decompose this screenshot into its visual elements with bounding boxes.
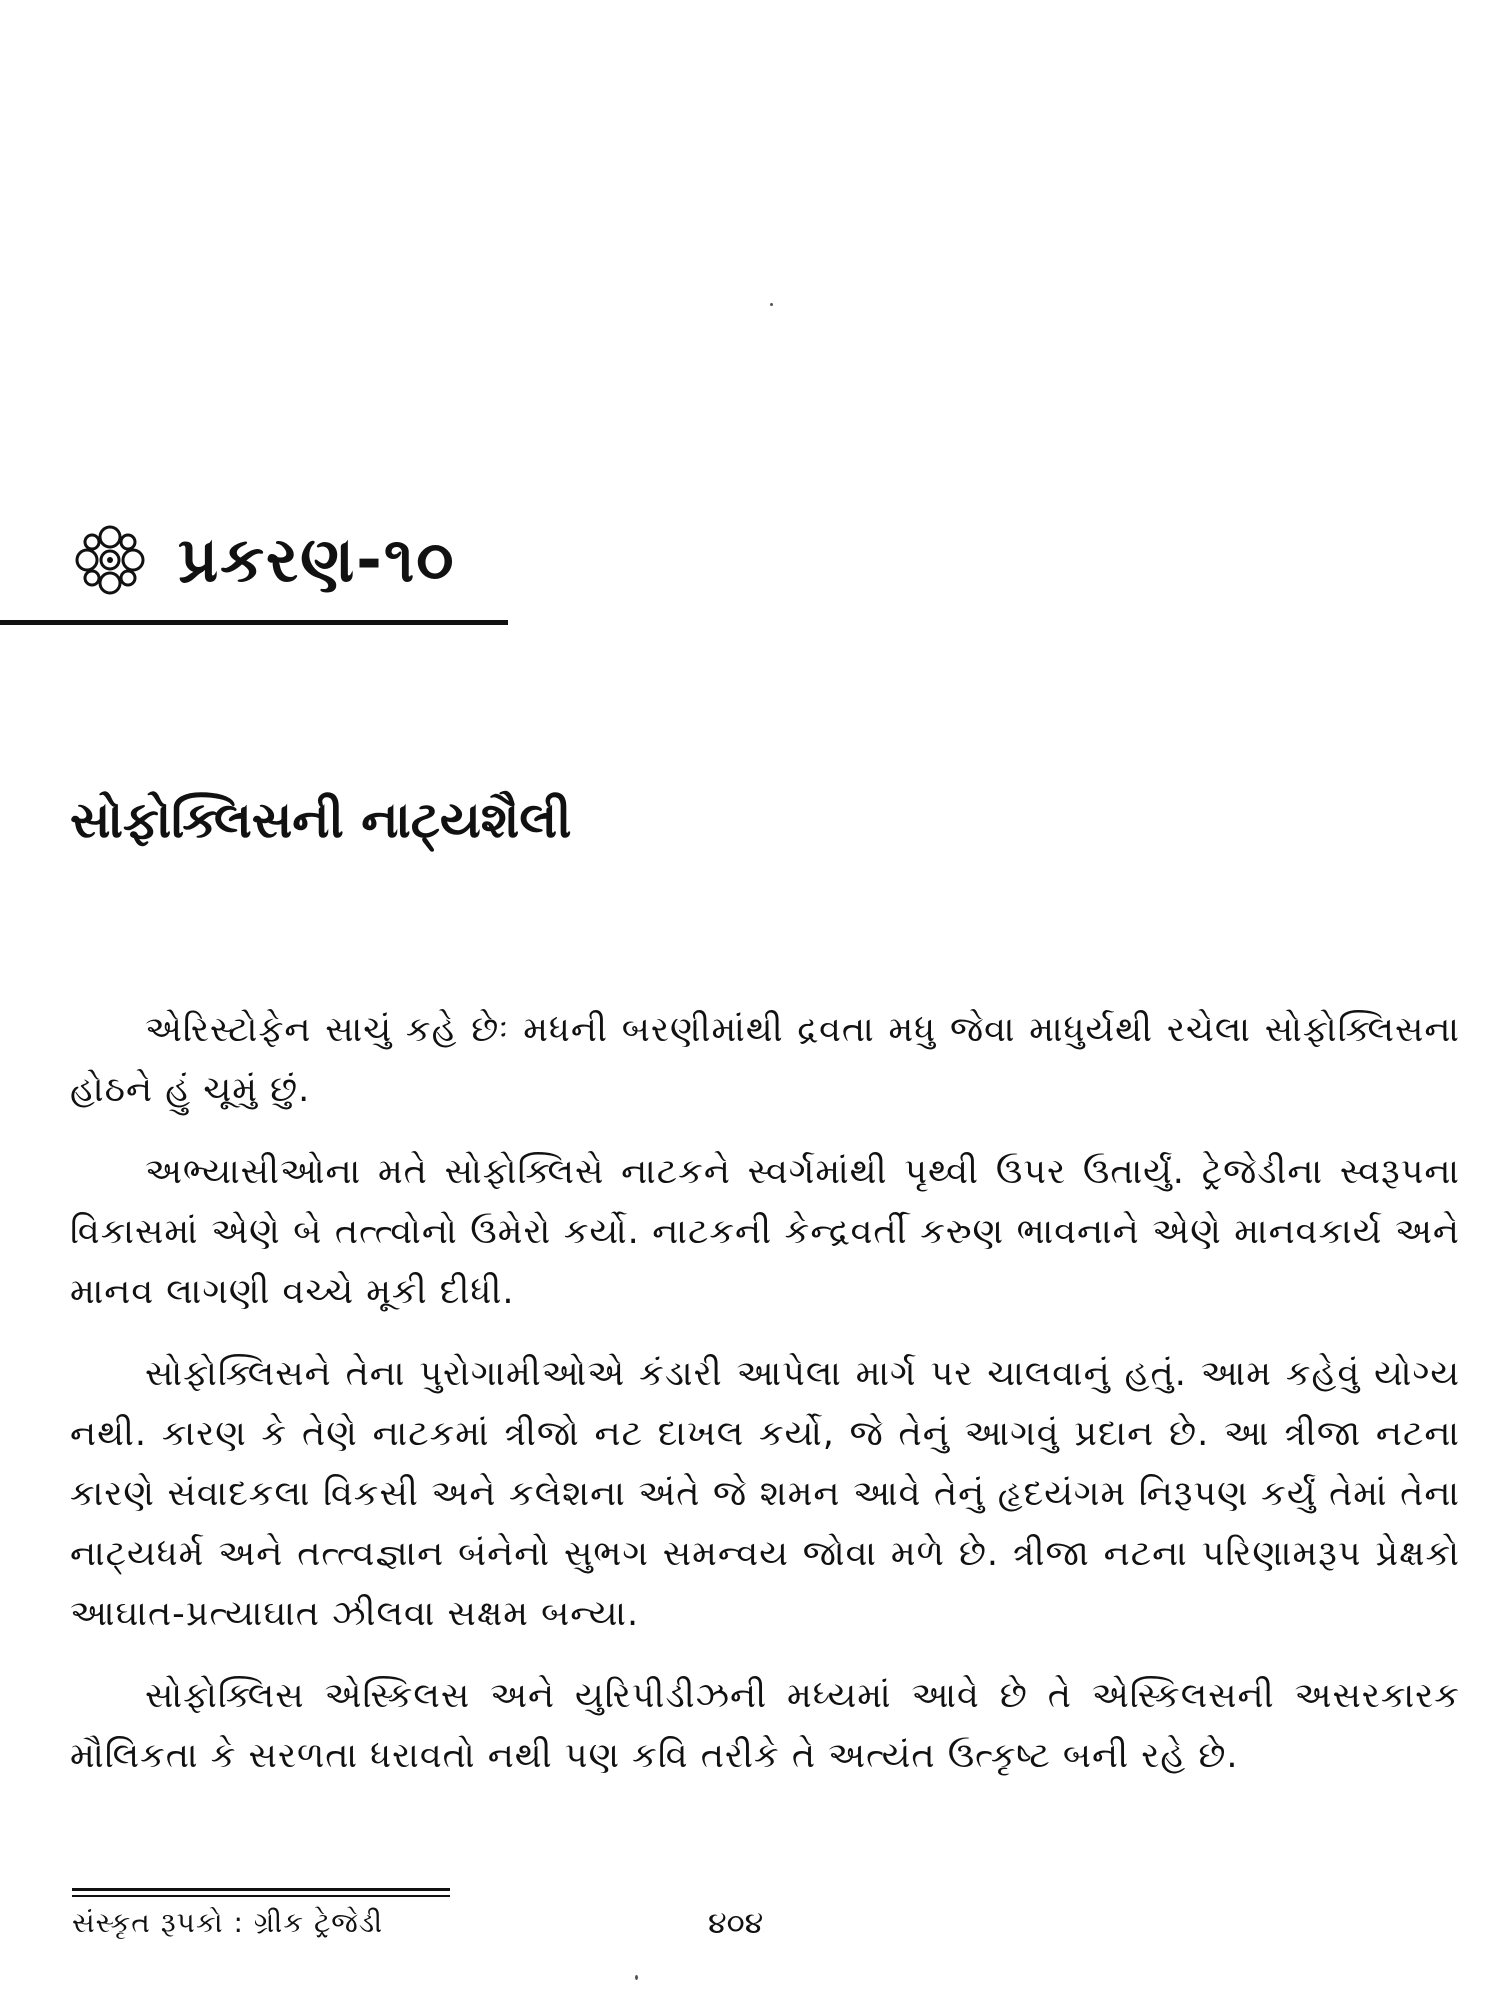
body-text bbox=[70, 1000, 1460, 1808]
chapter-title: પ્રકરણ-૧૦ bbox=[178, 523, 456, 596]
section-title: સોફોક્લિસની નાટ્યશૈલી bbox=[70, 791, 572, 849]
page-number: ૪૦૪ bbox=[708, 1906, 764, 1941]
running-footer-title: સંસ્કૃત રૂપકો : ગ્રીક ટ્રેજેડી bbox=[72, 1906, 384, 1939]
scan-speck bbox=[770, 303, 773, 306]
paragraph-1: એરિસ્ટોફેન સાચું કહે છેઃ મધની બરણીમાંથી દ્રવતા મધુ જેવા માધુર્યથી રચેલા સોફોક્લિસના હોઠને હું ચૂમું છું. bbox=[70, 1010, 1460, 1110]
chapter-heading bbox=[70, 520, 456, 600]
footer-divider-bottom bbox=[72, 1895, 450, 1897]
paragraph-3: સોફોક્લિસને તેના પુરોગામીઓએ કંડારી આપેલા માર્ગ પર ચાલવાનું હતું. આમ કહેવું યોગ્ય નથી. કારણ કે તેણે નાટકમાં ત્રીજો નટ દાખલ કર્યો, જે તેનું આગવું પ્રદાન છે. આ ત્રીજા નટના કારણે સંવાદકલા વિકસી અને કલેશના અંતે જે શમન આવે તેનું હૃદયંગમ નિરૂપણ કર્યું તેમાં તેના નાટ્યધર્મ અને તત્ત્વજ્ઞાન બંનેનો સુભગ સમન્વય જોવા મળે છે. ત્રીજા નટના પરિણામરૂપ પ્રેક્ષકો આઘાત-પ્રત્યાઘાત ઝીલવા સક્ષમ બન્યા. bbox=[70, 1354, 1460, 1634]
scan-speck bbox=[635, 1975, 638, 1980]
paragraph-4: સોફોક્લિસ એસ્કિલસ અને યુરિપીડીઝની મધ્યમાં આવે છે તે એસ્કિલસની અસરકારક મૌલિકતા કે સરળતા ધરાવતો નથી પણ કવિ તરીકે તે અત્યંત ઉત્કૃષ્ટ બની રહે છે. bbox=[70, 1676, 1460, 1776]
floral-ornament-icon bbox=[70, 520, 150, 600]
footer-divider-top bbox=[72, 1888, 450, 1891]
chapter-divider bbox=[0, 620, 508, 625]
paragraph-2: અભ્યાસીઓના મતે સોફોક્લિસે નાટકને સ્વર્ગમાંથી પૃથ્વી ઉપર ઉતાર્યું. ટ્રેજેડીના સ્વરૂપના વિકાસમાં એણે બે તત્ત્વોનો ઉમેરો કર્યો. નાટકની કેન્દ્રવર્તી કરુણ ભાવનાને એણે માનવકાર્ય અને માનવ લાગણી વચ્ચે મૂકી દીધી. bbox=[70, 1152, 1460, 1312]
